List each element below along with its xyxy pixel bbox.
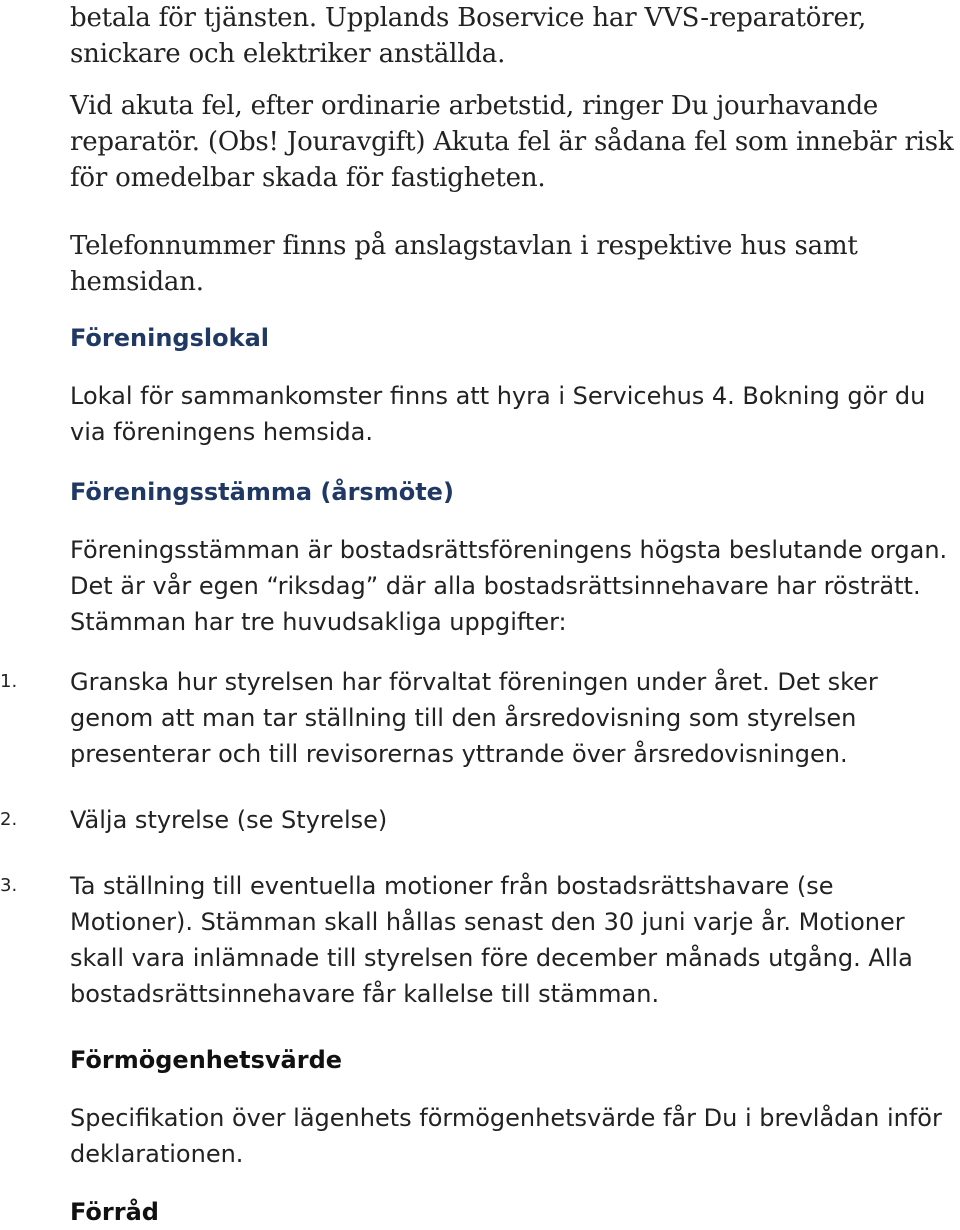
list-item-text: Granska hur styrelsen har förvaltat föreningen under året. Det sker genom att man tar ställning till den årsredovisning som styrelsen presenterar och till revisorernas yttrande över årsredovisningen. [70,668,878,768]
paragraph-formogenhetsvarde: Specifikation över lägenhets förmögenhetsvärde får Du i brevlådan inför deklarationen. [70,1104,942,1168]
list-number: 1. [0,671,18,692]
paragraph-foreningslokal: Lokal för sammankomster finns att hyra i Servicehus 4. Bokning gör du via föreningens hemsida. [70,382,926,446]
heading-foreningsstamma: Föreningsstämma (årsmöte) [70,478,454,506]
paragraph-service-staff: betala för tjänsten. Upplands Boservice har VVS-reparatörer, snickare och elektriker anställda. [70,3,867,69]
paragraph-phone-numbers: Telefonnummer finns på anslagstavlan i respektive hus samt hemsidan. [70,231,858,297]
paragraph-emergency-repairs: Vid akuta fel, efter ordinarie arbetstid, ringer Du jourhavande reparatör. (Obs! Jouravgift) Akuta fel är sådana fel som innebär risk för omedelbar skada för fastigheten. [70,91,954,193]
list-number: 3. [0,875,18,896]
list-item-3 [0,868,960,1012]
heading-formogenhetsvarde: Förmögenhetsvärde [70,1046,343,1074]
list-item-1 [0,664,960,772]
list-number: 2. [0,809,18,830]
heading-forrad: Förråd [70,1198,159,1226]
list-item-2 [0,802,960,838]
list-item-text: Välja styrelse (se Styrelse) [70,806,388,834]
heading-foreningslokal: Föreningslokal [70,324,269,352]
paragraph-foreningsstamma: Föreningsstämman är bostadsrättsföreningens högsta beslutande organ. Det är vår egen “riksdag” där alla bostadsrättsinnehavare har rösträtt. Stämman har tre huvudsakliga uppgifter: [70,536,948,636]
list-item-text: Ta ställning till eventuella motioner från bostadsrättshavare (se Motioner). Stämman skall hållas senast den 30 juni varje år. Motioner skall vara inlämnade till styrelsen före december månads utgång. Alla bostadsrättsinnehavare får kallelse till stämman. [70,872,913,1008]
